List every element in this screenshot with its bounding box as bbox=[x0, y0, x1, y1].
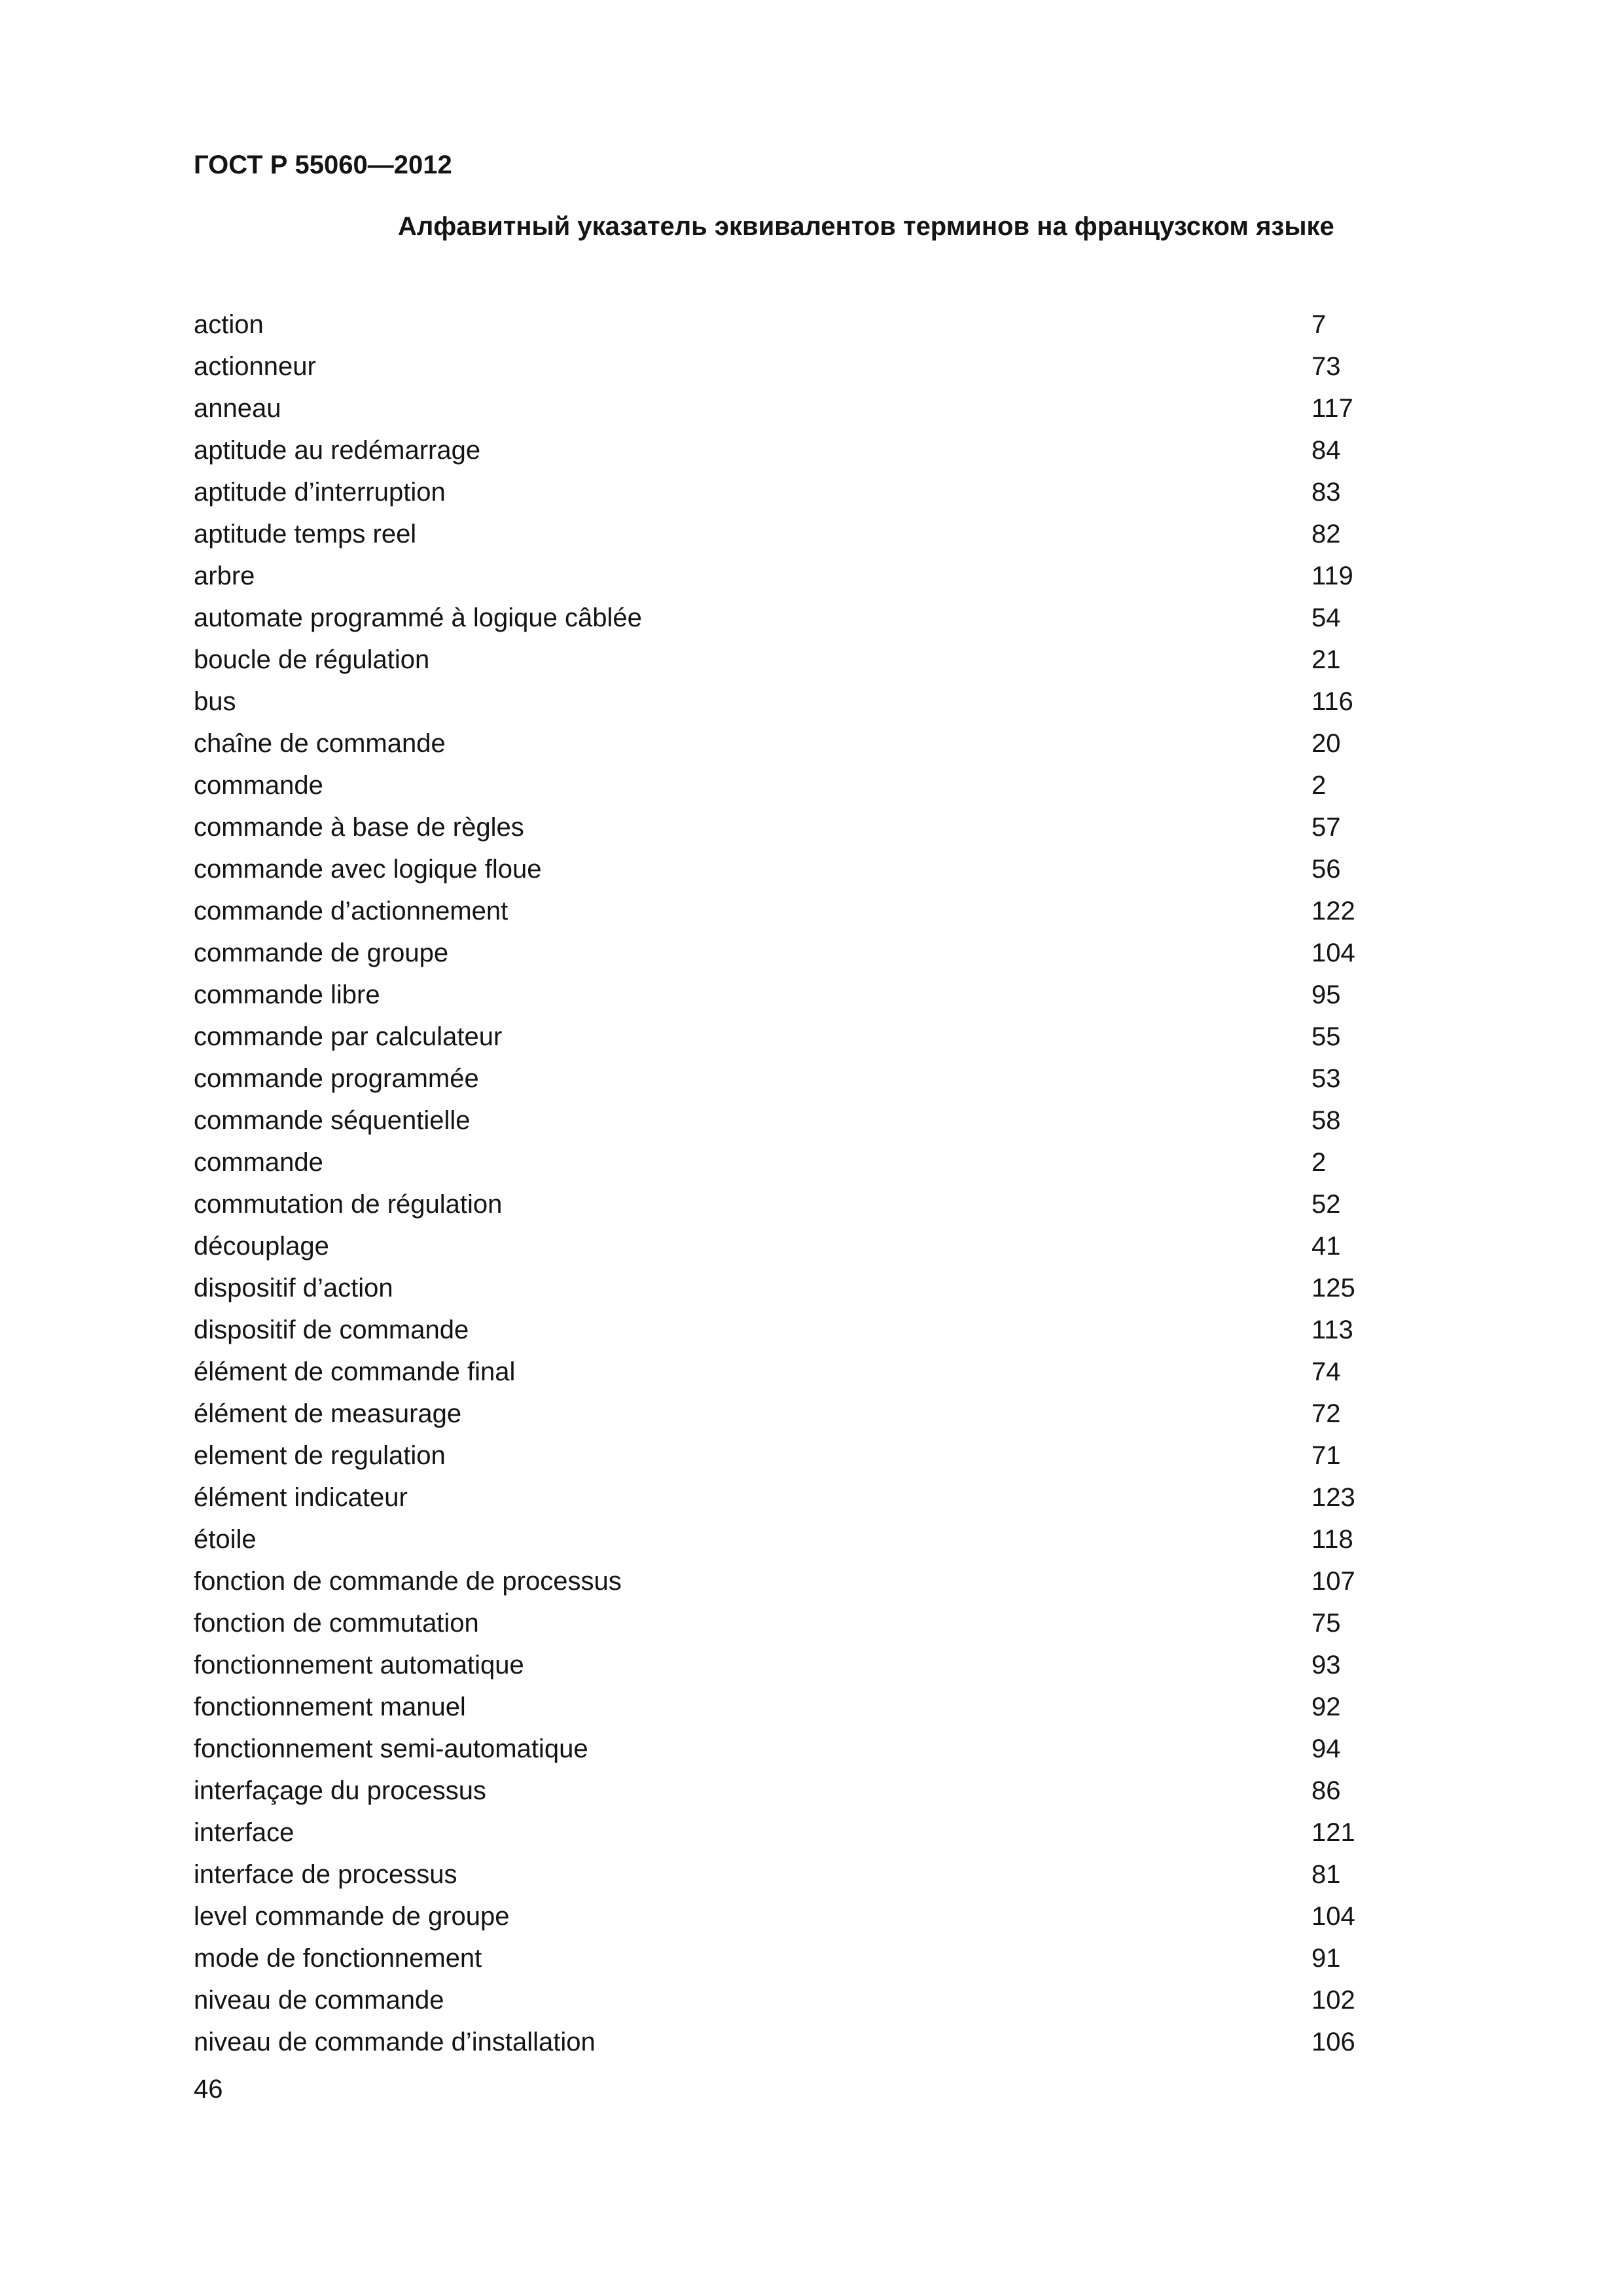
document-code: ГОСТ Р 55060—2012 bbox=[194, 151, 452, 179]
index-term: mode de fonctionnement bbox=[194, 1944, 482, 1973]
index-term: interface bbox=[194, 1818, 294, 1847]
index-term-number: 84 bbox=[1311, 436, 1341, 465]
index-term-number: 54 bbox=[1311, 603, 1341, 632]
index-term-number: 81 bbox=[1311, 1860, 1341, 1889]
index-entry bbox=[194, 806, 1437, 848]
index-entry bbox=[194, 597, 1437, 639]
index-term: dispositif d’action bbox=[194, 1274, 393, 1302]
index-entry bbox=[194, 639, 1437, 681]
index-entry bbox=[194, 1728, 1437, 1770]
index-term: commande libre bbox=[194, 980, 380, 1009]
index-term-number: 41 bbox=[1311, 1232, 1341, 1261]
index-entry bbox=[194, 1895, 1437, 1937]
index-term: arbre bbox=[194, 562, 255, 590]
index-entry bbox=[194, 1854, 1437, 1895]
index-entry bbox=[194, 1435, 1437, 1477]
index-entry bbox=[194, 1058, 1437, 1100]
index-term-number: 95 bbox=[1311, 980, 1341, 1009]
index-term: commutation de régulation bbox=[194, 1190, 503, 1219]
index-term-number: 123 bbox=[1311, 1483, 1355, 1512]
index-term: element de regulation bbox=[194, 1441, 446, 1470]
index-term: aptitude temps reel bbox=[194, 520, 417, 548]
index-entry bbox=[194, 723, 1437, 764]
term-index-list bbox=[194, 304, 1437, 2063]
index-term-number: 86 bbox=[1311, 1776, 1341, 1805]
index-entry bbox=[194, 555, 1437, 597]
index-term: fonction de commande de processus bbox=[194, 1567, 622, 1596]
index-term: fonctionnement automatique bbox=[194, 1651, 524, 1679]
index-term-number: 125 bbox=[1311, 1274, 1355, 1302]
index-term-number: 2 bbox=[1311, 771, 1327, 800]
index-term: aptitude d’interruption bbox=[194, 478, 446, 507]
index-term-number: 58 bbox=[1311, 1106, 1341, 1135]
index-term: niveau de commande d’installation bbox=[194, 2028, 596, 2056]
index-term: level commande de groupe bbox=[194, 1902, 510, 1931]
index-term-number: 56 bbox=[1311, 855, 1341, 884]
index-term-number: 52 bbox=[1311, 1190, 1341, 1219]
index-term-number: 57 bbox=[1311, 813, 1341, 842]
index-term-number: 116 bbox=[1311, 687, 1353, 716]
index-term: aptitude au redémarrage bbox=[194, 436, 481, 465]
index-term-number: 74 bbox=[1311, 1357, 1341, 1386]
index-entry bbox=[194, 304, 1437, 346]
index-term-number: 104 bbox=[1311, 939, 1355, 967]
index-term-number: 93 bbox=[1311, 1651, 1341, 1679]
index-entry bbox=[194, 1686, 1437, 1728]
index-term: élément de measurage bbox=[194, 1399, 462, 1428]
index-entry bbox=[194, 513, 1437, 555]
index-term-number: 121 bbox=[1311, 1818, 1355, 1847]
index-term-number: 71 bbox=[1311, 1441, 1341, 1470]
index-term-number: 82 bbox=[1311, 520, 1341, 548]
index-entry bbox=[194, 1812, 1437, 1854]
index-term-number: 7 bbox=[1311, 310, 1327, 339]
index-term-number: 119 bbox=[1311, 562, 1353, 590]
index-entry bbox=[194, 1100, 1437, 1141]
index-entry bbox=[194, 932, 1437, 974]
index-entry bbox=[194, 2021, 1437, 2063]
index-entry bbox=[194, 1770, 1437, 1812]
index-term: fonctionnement semi-automatique bbox=[194, 1734, 588, 1763]
index-term-number: 21 bbox=[1311, 645, 1341, 674]
index-term: étoile bbox=[194, 1525, 257, 1554]
index-entry bbox=[194, 471, 1437, 513]
index-entry bbox=[194, 1267, 1437, 1309]
index-term: commande programmée bbox=[194, 1064, 479, 1093]
index-entry bbox=[194, 890, 1437, 932]
index-term: boucle de régulation bbox=[194, 645, 430, 674]
index-term: commande par calculateur bbox=[194, 1022, 503, 1051]
index-entry bbox=[194, 387, 1437, 429]
index-term: dispositif de commande bbox=[194, 1316, 469, 1344]
index-entry bbox=[194, 681, 1437, 723]
index-entry bbox=[194, 1644, 1437, 1686]
index-term: interface de processus bbox=[194, 1860, 457, 1889]
index-entry bbox=[194, 1602, 1437, 1644]
index-term-number: 55 bbox=[1311, 1022, 1341, 1051]
index-term: bus bbox=[194, 687, 236, 716]
index-term: interfaçage du processus bbox=[194, 1776, 486, 1805]
index-term-number: 94 bbox=[1311, 1734, 1341, 1763]
index-term-number: 92 bbox=[1311, 1693, 1341, 1721]
index-term-number: 72 bbox=[1311, 1399, 1341, 1428]
index-entry bbox=[194, 1560, 1437, 1602]
index-entry bbox=[194, 1309, 1437, 1351]
index-term: automate programmé à logique câblée bbox=[194, 603, 642, 632]
index-entry bbox=[194, 1979, 1437, 2021]
index-entry bbox=[194, 1016, 1437, 1058]
index-entry bbox=[194, 764, 1437, 806]
index-term-number: 117 bbox=[1311, 394, 1353, 423]
index-term-number: 83 bbox=[1311, 478, 1341, 507]
index-term-number: 104 bbox=[1311, 1902, 1355, 1931]
index-entry bbox=[194, 1351, 1437, 1393]
index-term-number: 106 bbox=[1311, 2028, 1355, 2056]
index-entry bbox=[194, 346, 1437, 387]
index-term-number: 118 bbox=[1311, 1525, 1353, 1554]
index-term: élément de commande final bbox=[194, 1357, 516, 1386]
index-entry bbox=[194, 1393, 1437, 1435]
page-number: 46 bbox=[194, 2075, 223, 2104]
index-term: chaîne de commande bbox=[194, 729, 446, 758]
index-term: commande séquentielle bbox=[194, 1106, 471, 1135]
index-entry bbox=[194, 1477, 1437, 1518]
index-term: anneau bbox=[194, 394, 281, 423]
index-title: Алфавитный указатель эквивалентов терминов на французском языке bbox=[398, 212, 1334, 241]
index-term-number: 102 bbox=[1311, 1986, 1355, 2015]
index-term-number: 75 bbox=[1311, 1609, 1341, 1638]
index-entry bbox=[194, 974, 1437, 1016]
index-term-number: 20 bbox=[1311, 729, 1341, 758]
index-term-number: 73 bbox=[1311, 352, 1341, 381]
index-entry bbox=[194, 848, 1437, 890]
index-term: commande bbox=[194, 771, 323, 800]
index-term-number: 107 bbox=[1311, 1567, 1355, 1596]
index-entry bbox=[194, 1183, 1437, 1225]
index-entry bbox=[194, 1937, 1437, 1979]
index-term: actionneur bbox=[194, 352, 316, 381]
index-entry bbox=[194, 1518, 1437, 1560]
index-entry bbox=[194, 1141, 1437, 1183]
index-term: niveau de commande bbox=[194, 1986, 444, 2015]
index-term: commande avec logique floue bbox=[194, 855, 542, 884]
index-term: action bbox=[194, 310, 264, 339]
index-entry bbox=[194, 1225, 1437, 1267]
index-term: commande de groupe bbox=[194, 939, 449, 967]
index-term: élément indicateur bbox=[194, 1483, 408, 1512]
index-term: commande à base de règles bbox=[194, 813, 524, 842]
index-term: commande d’actionnement bbox=[194, 897, 508, 925]
index-term-number: 122 bbox=[1311, 897, 1355, 925]
index-term-number: 113 bbox=[1311, 1316, 1353, 1344]
index-term-number: 53 bbox=[1311, 1064, 1341, 1093]
index-term: fonction de commutation bbox=[194, 1609, 479, 1638]
index-term-number: 91 bbox=[1311, 1944, 1341, 1973]
index-entry bbox=[194, 429, 1437, 471]
index-term: découplage bbox=[194, 1232, 329, 1261]
index-term: commande bbox=[194, 1148, 323, 1177]
index-term: fonctionnement manuel bbox=[194, 1693, 466, 1721]
index-term-number: 2 bbox=[1311, 1148, 1327, 1177]
